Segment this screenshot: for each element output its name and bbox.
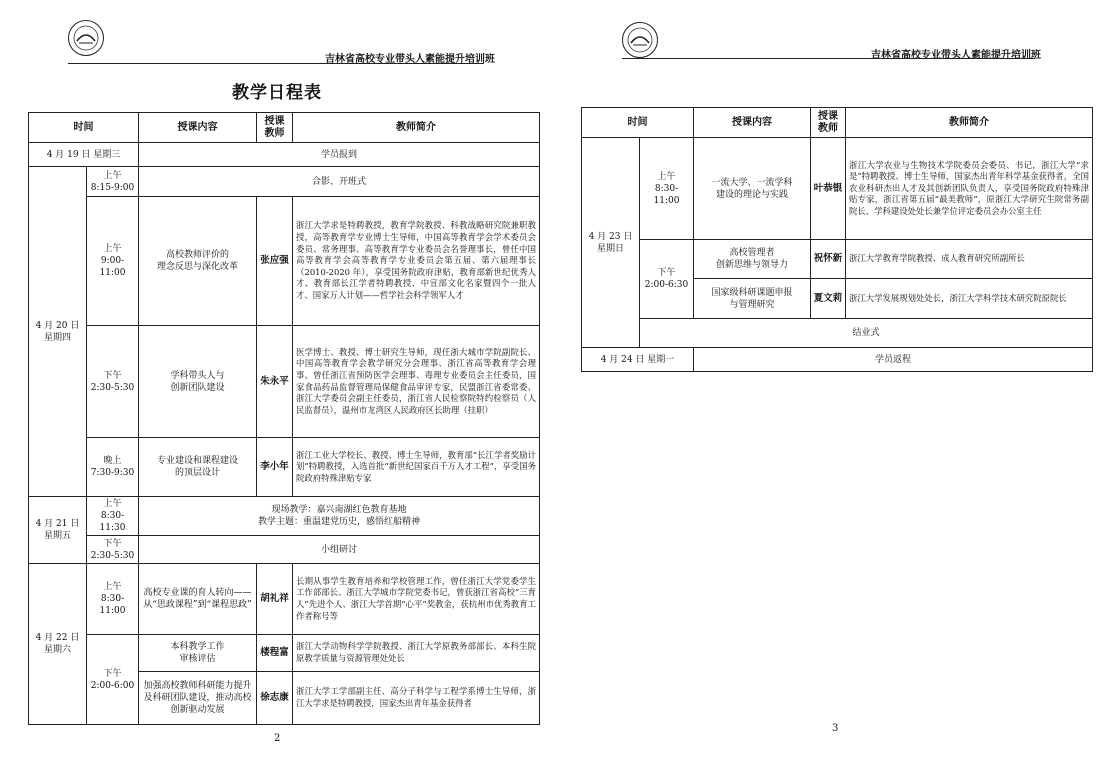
teacher-cell: 楼程富	[257, 635, 293, 672]
date-cell: 4 月 20 日 星期四	[29, 167, 87, 497]
bio-cell: 浙江大学动物科学学院教授、浙江大学原教务部部长、本科生院原教学质量与资源管理处处长	[293, 635, 540, 672]
table-row	[29, 497, 540, 536]
teacher-cell: 胡礼祥	[257, 564, 293, 635]
table-row	[582, 240, 1093, 279]
event-cell: 结业式	[640, 319, 1093, 348]
col-header-content: 授课内容	[694, 108, 811, 138]
table-row	[29, 536, 540, 564]
event-cell: 合影、开班式	[139, 167, 540, 197]
table-row	[29, 635, 540, 672]
content-cell: 国家级科研课题申报 与管理研究	[694, 279, 811, 319]
date-cell: 4 月 19 日 星期三	[29, 143, 139, 167]
bio-cell: 浙江大学工学部副主任、高分子科学与工程学系博士生导师，浙江大学求是特聘教授，国家杰出青年基金获得者	[293, 672, 540, 725]
table-row	[582, 138, 1093, 240]
time-cell: 上午 8:30-11:30	[87, 497, 139, 536]
col-header-content: 授课内容	[139, 113, 257, 143]
table-row	[582, 348, 1093, 372]
table-row	[29, 564, 540, 635]
table-row	[29, 438, 540, 497]
teacher-cell: 朱永平	[257, 326, 293, 438]
table-row	[582, 319, 1093, 348]
teacher-cell: 叶恭银	[811, 138, 846, 240]
teacher-cell: 夏文莉	[811, 279, 846, 319]
table-header-row	[582, 108, 1093, 138]
col-header-bio: 教师简介	[846, 108, 1093, 138]
col-header-teacher: 授课 教师	[811, 108, 846, 138]
content-cell: 高校管理者 创新思维与领导力	[694, 240, 811, 279]
bio-cell: 长期从事学生教育培养和学校管理工作，曾任浙江大学党委学生工作部部长、浙江大学城市学院党委书记，曾获浙江省高校“三育人”先进个人、浙江大学首期“心平”奖教金，获杭州市优秀教育工作者称号等	[293, 564, 540, 635]
zju-logo-icon	[68, 20, 104, 56]
time-cell: 下午 2:30-5:30	[87, 536, 139, 564]
content-cell: 加强高校教师科研能力提升及科研团队建设，推动高校创新驱动发展	[139, 672, 257, 725]
event-cell: 学员报到	[139, 143, 540, 167]
teacher-cell: 祝怀新	[811, 240, 846, 279]
date-cell: 4 月 23 日 星期日	[582, 138, 640, 348]
bio-cell: 浙江大学发展规划处处长，浙江大学科学技术研究院原院长	[846, 279, 1093, 319]
content-cell: 高校教师评价的 理念反思与深化改革	[139, 197, 257, 326]
col-header-teacher: 授课 教师	[257, 113, 293, 143]
content-cell: 专业建设和课程建设 的顶层设计	[139, 438, 257, 497]
time-cell: 上午 8:30-11:00	[640, 138, 694, 240]
time-cell: 晚上 7:30-9:30	[87, 438, 139, 497]
bio-cell: 浙江工业大学校长、教授、博士生导师，教育部“长江学者奖励计划”特聘教授，入选首批“新世纪国家百千万人才工程”，享受国务院政府特殊津贴专家	[293, 438, 540, 497]
zju-logo-icon	[622, 22, 658, 58]
event-cell: 学员返程	[694, 348, 1093, 372]
time-cell: 下午 2:00-6:30	[640, 240, 694, 319]
content-cell: 学科带头人与 创新团队建设	[139, 326, 257, 438]
schedule-table	[581, 107, 1093, 372]
col-header-bio: 教师简介	[293, 113, 540, 143]
bio-cell: 浙江大学求是特聘教授，教育学院教授、科教战略研究院兼职教授，高等教育学专业博士生导师，中国高等教育学会学术委员会委员、常务理事、高等教育学专业委员会名誉理事长，曾任中国高等教育学会高等教育学专业委员会第五届、第六届理事长（2010-2020 年），享受国务院政府津贴，教育部新世纪优秀人才、教育部长江学者特聘教授、中宣部文化名家暨四个一批人才、国家万人计划——哲学社会科学领军人才	[293, 197, 540, 326]
col-header-time: 时间	[582, 108, 694, 138]
bio-cell: 浙江大学教育学院教授、成人教育研究所副所长	[846, 240, 1093, 279]
header-title: 吉林省高校专业带头人素能提升培训班	[871, 50, 1041, 61]
teacher-cell: 徐志康	[257, 672, 293, 725]
content-cell: 高校专业课的育人转向——从“思政课程”到“课程思政”	[139, 564, 257, 635]
content-cell: 本科教学工作 审核评估	[139, 635, 257, 672]
table-row	[29, 326, 540, 438]
time-cell: 下午 2:30-5:30	[87, 326, 139, 438]
right-page	[555, 0, 1110, 763]
schedule-table	[28, 112, 540, 725]
teacher-cell: 李小年	[257, 438, 293, 497]
content-cell: 一流大学、一流学科 建设的理论与实践	[694, 138, 811, 240]
col-header-time: 时间	[29, 113, 139, 143]
event-cell: 现场教学：嘉兴南湖红色教育基地 教学主题：重温建党历史，感悟红船精神	[139, 497, 540, 536]
bio-cell: 浙江大学农业与生物技术学院委员会委员、书记，浙江大学“求是”特聘教授、博士生导师，国家杰出青年科学基金获得者，全国农业科研杰出人才及其创新团队负责人，享受国务院政府特殊津贴专家，浙江省第五届“最美教师”，原浙江大学研究生院常务副院长、学科建设处处长兼学位评定委员会办公室主任	[846, 138, 1093, 240]
page-number: 3	[832, 723, 839, 734]
header-title: 吉林省高校专业带头人素能提升培训班	[325, 54, 495, 65]
teacher-cell: 张应强	[257, 197, 293, 326]
page-title: 教学日程表	[232, 83, 322, 103]
table-row	[29, 167, 540, 197]
time-cell: 上午 8:30-11:00	[87, 564, 139, 635]
page-number: 2	[274, 733, 281, 744]
time-cell: 上午 8:15-9:00	[87, 167, 139, 197]
bio-cell: 医学博士、教授、博士研究生导师，现任浙大城市学院副院长、中国高等教育学会教学研究分会理事、浙江省高等教育学会理事。曾任浙江省预防医学会理事、毒理专业委员会主任委员，国家食品药品监督管理局保健食品审评专家，民盟浙江省委常委、浙江大学委员会副主任委员，浙江省人民检察院特约检察员（人民监督员），温州市龙湾区人民政府区长助理（挂职）	[293, 326, 540, 438]
table-header-row	[29, 113, 540, 143]
table-row	[29, 197, 540, 326]
date-cell: 4 月 24 日 星期一	[582, 348, 694, 372]
event-cell: 小组研讨	[139, 536, 540, 564]
header-divider	[622, 58, 1035, 59]
date-cell: 4 月 22 日 星期六	[29, 564, 87, 725]
time-cell: 上午 9:00-11:00	[87, 197, 139, 326]
date-cell: 4 月 21 日 星期五	[29, 497, 87, 564]
time-cell: 下午 2:00-6:00	[87, 635, 139, 725]
table-row	[29, 143, 540, 167]
header-divider	[68, 63, 484, 64]
